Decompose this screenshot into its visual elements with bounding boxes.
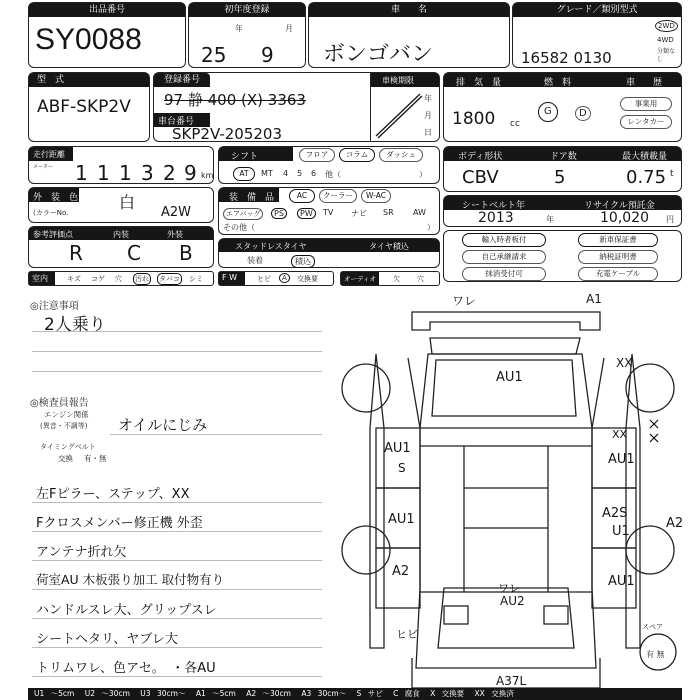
exterior-score-value: B	[179, 241, 193, 265]
grade-label: グレード／類別型式	[513, 3, 681, 17]
interior-item: 汚れ	[135, 275, 149, 283]
lot-number-label: 出品番号	[29, 3, 185, 17]
inspection-label: 車検期限	[382, 76, 414, 85]
mark-right-rear-quarter: AU1	[608, 574, 635, 589]
usage-rental: レンタカー	[620, 115, 672, 129]
shift-5: 5	[297, 169, 303, 178]
interior-item: シミ	[189, 275, 203, 283]
equipment-box	[218, 187, 440, 235]
model-value: ABF-SKP2V	[37, 97, 131, 117]
equip-tv: TV	[323, 208, 334, 217]
seatbelt-value: 2013	[478, 210, 514, 226]
recycle-unit: 円	[666, 215, 674, 224]
mileage-unit: km	[201, 171, 214, 180]
car-name-box	[308, 2, 510, 68]
recycle-value: 10,020	[600, 210, 649, 226]
doc-warranty: 新車保証書	[578, 233, 658, 247]
interior-score-label: 内装	[113, 230, 129, 239]
lot-number-value: SY0088	[35, 23, 142, 56]
equip-other-label: その他（	[223, 223, 255, 232]
stud-loaded: 積込	[291, 255, 315, 268]
audio-item: 穴	[417, 275, 424, 283]
report-line	[32, 531, 322, 532]
inspection-month-label: 月	[424, 111, 432, 120]
mileage-digit: 1	[119, 161, 132, 185]
equip-ac: AC	[289, 189, 315, 203]
legend-code: U2	[84, 689, 96, 698]
equip-airbag: エアバッグ	[223, 208, 263, 220]
audio-item: 欠	[393, 275, 400, 283]
displacement-unit: cc	[510, 119, 520, 129]
mileage-label: 走行距離	[33, 150, 65, 159]
mark-right-rear-door-sub: U1	[612, 524, 630, 539]
shift-at: AT	[233, 167, 255, 181]
shift-dash: ダッシュ	[379, 148, 423, 162]
report-label: ◎検査員報告	[30, 398, 89, 409]
equip-navi: ナビ	[351, 209, 367, 218]
mark-right-rear-door: A2S	[602, 506, 628, 521]
equip-other-end: ）	[427, 223, 435, 232]
drive-none: 分類なし	[657, 48, 676, 63]
chassis-value: SKP2V-205203	[172, 125, 283, 143]
reg-number-value: 97 静 400 (X) 3363	[164, 91, 306, 109]
legend-code: A2	[246, 689, 257, 698]
legend-desc: ～30cm	[262, 689, 291, 698]
mark-front-left: ワレ	[452, 294, 477, 308]
fuel-d: D	[575, 106, 591, 121]
doc-self-claim: 自己承継請求	[462, 250, 546, 264]
mark-right-rear-side: A2	[666, 516, 684, 531]
timing-belt-label: タイミングベルト	[40, 443, 96, 451]
mark-left-rear-quarter: A2	[392, 564, 410, 579]
recycle-label: リサイクル預託金	[584, 201, 655, 211]
legend-code: A1	[195, 689, 206, 698]
lot-number-box	[28, 2, 186, 68]
stud-label: スタッドレスタイヤ	[235, 242, 307, 251]
mark-right-front-fender: XX	[616, 356, 633, 370]
seatbelt-unit: 年	[546, 215, 554, 224]
doc-import-plate: 輸入時者板付	[462, 233, 546, 247]
timing-belt-sub: 交換	[58, 454, 73, 463]
seatbelt-recycle-box	[443, 195, 682, 227]
mark-left-rear-door: AU1	[388, 512, 415, 527]
shift-4: 4	[283, 169, 289, 178]
interior-row	[28, 271, 214, 286]
load-unit: t	[670, 169, 674, 179]
report-line	[32, 676, 322, 677]
body-shape-value: CBV	[462, 167, 499, 188]
report-line	[32, 618, 322, 619]
legend-code: C	[393, 689, 399, 698]
legend-desc: 交換要	[441, 689, 465, 698]
mileage-box	[28, 146, 214, 184]
note-line	[32, 371, 322, 372]
fw-row	[218, 271, 334, 286]
displacement-label: 排 気 量	[456, 78, 502, 88]
color-label: 外 装 色	[33, 193, 79, 203]
equip-aw: AW	[413, 208, 426, 217]
grade-box	[512, 2, 682, 68]
inspection-year-label: 年	[424, 94, 432, 103]
mileage-digit: 1	[97, 161, 110, 185]
inspection-day-label: 日	[424, 128, 432, 137]
fw-label: F W	[222, 273, 238, 282]
equip-sr: SR	[383, 208, 394, 217]
mark-rear-door: AU2	[500, 594, 525, 608]
car-name-label: 車 名	[309, 3, 509, 17]
equip-pw: PW	[297, 208, 316, 219]
report-line	[32, 502, 322, 503]
report-item: ハンドルスレ大、グリップスレ	[36, 603, 217, 618]
car-name-value: ボンゴバン	[323, 42, 434, 67]
color-value: 白	[119, 193, 136, 212]
legend-code: A3	[301, 689, 312, 698]
seatbelt-label: シートベルト年	[462, 201, 526, 211]
drive-4wd: 4WD	[657, 36, 674, 44]
legend-desc: ～5cm	[212, 689, 236, 698]
doors-value: 5	[554, 167, 566, 188]
report-item: アンテナ折れ欠	[36, 545, 127, 560]
body-box	[443, 146, 682, 192]
interior-item: キズ	[67, 275, 81, 283]
interior-item: タバコ	[159, 275, 180, 283]
mark-rear-left: ヒビ	[396, 628, 418, 641]
shift-other-end: ）	[419, 170, 427, 179]
mileage-digit: 2	[163, 161, 176, 185]
mark-rear-bottom: A37L	[496, 674, 527, 688]
legend-code: X	[430, 689, 436, 698]
reg-number-label: 登録番号	[154, 73, 210, 87]
report-line	[32, 589, 322, 590]
legend-code: U3	[140, 689, 151, 698]
mark-left-front-door: AU1	[384, 441, 411, 456]
notes-text: 2人乗り	[44, 315, 106, 335]
legend-desc: 交換済	[491, 689, 514, 698]
equip-ps: PS	[271, 208, 287, 219]
chassis-label: 車台番号	[158, 117, 195, 127]
first-registration-year: 25	[201, 43, 227, 67]
shift-mt: MT	[261, 169, 273, 178]
legend-desc: 30cm～	[317, 689, 347, 698]
mileage-digit: 9	[184, 161, 197, 185]
mark-front-right: A1	[586, 292, 602, 306]
fw-item: A	[279, 273, 290, 283]
mark-right-front-door: AU1	[608, 452, 635, 467]
mileage-meter-label: メーター	[33, 164, 54, 170]
scores-box	[28, 226, 214, 268]
shift-floor: フロア	[299, 148, 335, 162]
report-line	[32, 560, 322, 561]
legend-code: U1	[34, 689, 45, 698]
doc-cancel: 抹消受付可	[462, 267, 546, 281]
shift-6: 6	[311, 169, 317, 178]
doors-label: ドア数	[550, 152, 577, 162]
report-item: 荷室AU 木板張り加工 取付物有り	[36, 572, 225, 587]
shift-column: コラム	[339, 148, 375, 162]
body-shape-label: ボディ形状	[458, 152, 503, 162]
legend-desc: ～30cm	[101, 689, 130, 698]
note-line	[32, 331, 322, 332]
stud-mounted: 装着	[247, 256, 263, 265]
load-value: 0.75	[626, 167, 667, 188]
report-item: シートヘタリ、ヤブレ大	[36, 632, 178, 647]
inspection-crossed-mark	[372, 88, 432, 140]
timing-belt-options: 有・無	[84, 454, 107, 463]
doc-tax: 納税証明書	[578, 250, 658, 264]
legend-desc: 30cm～	[156, 689, 186, 698]
interior-item: コゲ	[91, 275, 105, 283]
engine-related-sub: (異音・不調等)	[40, 422, 88, 430]
month-label: 月	[285, 24, 293, 33]
fuel-g: G	[544, 106, 552, 117]
equip-cooler: クーラー	[319, 189, 357, 203]
shift-other: 他（	[325, 170, 341, 179]
engine-related-label: エンジン関係	[44, 410, 89, 419]
shift-label: シフト	[231, 152, 259, 162]
note-line	[32, 351, 322, 352]
fw-item: 交換要	[297, 275, 318, 283]
legend-desc: サビ	[367, 689, 383, 698]
legend-desc: ～5cm	[50, 689, 75, 698]
mark-hood: AU1	[496, 370, 523, 385]
tire-load-label: タイヤ積込	[369, 242, 409, 251]
interior-score-value: C	[127, 241, 141, 265]
report-item: トリムワレ、色アセ。 ・各AU	[36, 661, 216, 676]
doc-charge-cable: 充電ケーブル	[578, 267, 658, 281]
first-registration-box	[188, 2, 306, 68]
mark-rear-crack: ワレ	[498, 582, 520, 595]
model-label: 型 式	[29, 73, 149, 87]
mark-left-front-door-sub: S	[398, 461, 406, 475]
mark-right-mirror: XX	[612, 428, 628, 441]
interior-item: 穴	[115, 275, 122, 283]
equip-wac: W-AC	[361, 189, 391, 203]
legend-bar	[28, 688, 682, 700]
legend-code: XX	[474, 689, 485, 698]
registration-box	[153, 72, 440, 142]
first-registration-month: 9	[261, 43, 274, 67]
fw-item: ヒビ	[257, 275, 271, 283]
documents-box	[443, 230, 682, 282]
fuel-label: 燃 料	[544, 78, 572, 88]
engine-related-value: オイルにじみ	[118, 416, 208, 434]
interior-row-label: 室内	[32, 274, 48, 283]
tires-box	[218, 238, 440, 268]
drive-2wd: 2WD	[655, 20, 678, 32]
legend-desc: 腐食	[404, 689, 420, 698]
equipment-label: 装 備 品	[229, 193, 275, 203]
displacement-value: 1800	[452, 109, 496, 129]
usage-label: 車 歴	[626, 78, 663, 88]
audio-label: オーディオ	[344, 275, 376, 283]
spare-label: スペア	[642, 623, 663, 631]
grade-value: 16582 0130	[521, 49, 612, 67]
mileage-digit: 3	[141, 161, 154, 185]
mileage-digit: 1	[75, 161, 88, 185]
audio-row	[340, 271, 440, 286]
score-label: 参考評価点	[33, 230, 73, 239]
color-no-value: A2W	[161, 205, 192, 220]
color-box	[28, 187, 214, 223]
report-line	[32, 647, 322, 648]
first-registration-label: 初年度登録	[189, 3, 305, 17]
year-label: 年	[235, 24, 243, 33]
color-no-label: (カラーNo.	[33, 209, 69, 217]
legend-code: S	[356, 689, 362, 698]
engine-box	[443, 72, 682, 142]
exterior-score-label: 外装	[167, 230, 183, 239]
shift-box	[218, 146, 440, 184]
report-item: 左Fピラー、ステップ、XX	[36, 487, 190, 502]
load-label: 最大積載量	[622, 152, 668, 162]
score-value: R	[69, 241, 83, 265]
spare-value: 有 無	[646, 650, 665, 659]
usage-business: 事業用	[620, 97, 672, 111]
report-item: Fクロスメンバー修正機 外歪	[36, 516, 203, 531]
model-box	[28, 72, 150, 142]
notes-label: ◎注意事項	[30, 301, 79, 312]
